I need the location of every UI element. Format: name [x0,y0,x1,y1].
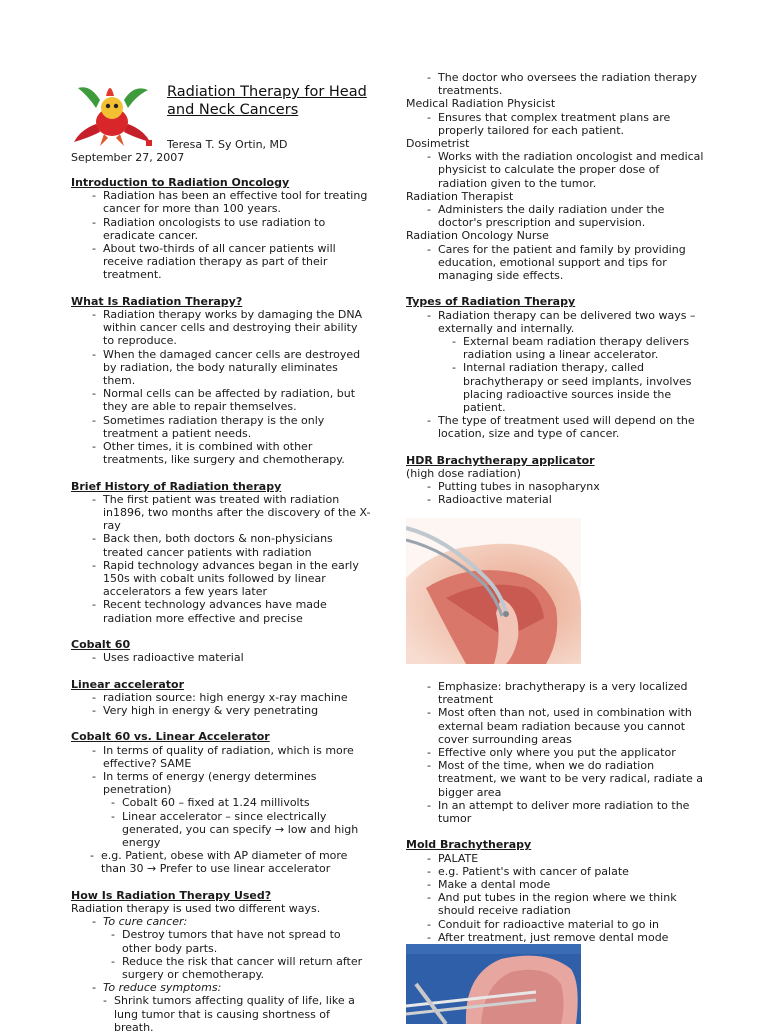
list-item: - Internal radiation therapy, called brachytherapy or seed implants, involves placing radioactive sources inside the patient. [463,361,706,414]
list-item: - Most of the time, when we do radiation treatment, we want to be very radical, radiate a bigger area [438,759,706,799]
list-item: - Radioactive material [438,493,706,506]
list-item: - Works with the radiation oncologist and medical physicist to calculate the proper dose of radiation given to the tumor. [438,150,706,190]
list-item: - Ensures that complex treatment plans are properly tailored for each patient. [438,111,706,137]
history-list [71,493,371,625]
list-item: - Reduce the risk that cancer will return after surgery or chemotherapy. [122,955,371,981]
list-item: - Destroy tumors that have not spread to other body parts. [122,928,371,954]
role-label: Radiation Therapist [406,189,514,203]
author-line: Teresa T. Sy Ortin, MD [167,138,288,151]
heading-introduction: Introduction to Radiation Oncology [71,176,290,189]
heading-types: Types of Radiation Therapy [406,295,576,309]
nasopharynx-applicator-image [406,518,581,664]
list-item: - Radiation oncologists to use radiation to eradicate cancer. [103,216,371,242]
linac-list [71,691,371,717]
role-label: Radiation Oncology Nurse [406,229,549,243]
oncologist-list [406,71,706,97]
list-item: - Sometimes radiation therapy is the only treatment a patient needs. [103,414,371,440]
list-item: - Radiation therapy works by damaging the DNA within cancer cells and destroying their ability to reproduce. [103,308,371,348]
emphasis-list [406,680,706,825]
list-item: - In terms of quality of radiation, which is more effective? SAME [103,744,371,770]
hdr-list [406,480,706,506]
list-item: - Linear accelerator – since electrically generated, you can specify → low and high energy [122,810,371,850]
list-item: - Recent technology advances have made radiation more effective and precise [103,598,371,624]
document-title: Radiation Therapy for Head and Neck Cancers [167,84,367,118]
list-item: - e.g. Patient, obese with AP diameter of more than 30 → Prefer to use linear accelerator [101,849,371,875]
nurse-list [406,243,706,283]
heading-what-is: What Is Radiation Therapy? [71,294,243,308]
types-list-tail [406,414,706,440]
intro-list [71,189,371,281]
how-cure [71,915,371,928]
how-intro: Radiation therapy is used two different ways. [71,901,321,915]
types-list [406,309,706,335]
types-sublist [406,335,706,414]
vs-sublist [71,796,371,849]
reduce-list [71,994,371,1034]
list-item: - External beam radiation therapy delivers radiation using a linear accelerator. [463,335,706,361]
role-label: Medical Radiation Physicist [406,97,556,111]
how-reduce [71,981,371,994]
vs-list [71,744,371,797]
mascot-logo-icon [70,78,160,148]
list-item: - Uses radioactive material [103,651,371,664]
list-item: - About two-thirds of all cancer patients will receive radiation therapy as part of their treatment. [103,242,371,282]
list-item: - The type of treatment used will depend on the location, size and type of cancer. [438,414,706,440]
dosimetrist-list [406,150,706,190]
list-item: - Emphasize: brachytherapy is a very localized treatment [438,680,706,706]
what-list [71,308,371,466]
list-item: - Cobalt 60 – fixed at 1.24 millivolts [122,796,371,809]
list-item: - In terms of energy (energy determines penetration) [103,770,371,796]
list-item: - PALATE [438,852,706,865]
cure-label: - To cure cancer: [103,915,371,928]
cobalt-list [71,651,371,664]
list-item: - Make a dental mode [438,878,706,891]
list-item: - Shrink tumors affecting quality of life, like a lung tumor that is causing shortness of breath. [114,994,371,1034]
list-item: - And put tubes in the region where we think should receive radiation [438,891,706,917]
list-item: - Putting tubes in nasopharynx [438,480,706,493]
cure-list [71,928,371,981]
list-item: - Administers the daily radiation under the doctor's prescription and supervision. [438,203,706,229]
role-label: Dosimetrist [406,137,470,151]
heading-hdr: HDR Brachytherapy applicator [406,453,595,467]
heading-history: Brief History of Radiation therapy [71,479,282,493]
document-date: September 27, 2007 [71,151,185,164]
palate-mold-image [406,944,581,1024]
list-item: - Back then, both doctors & non-physicians treated cancer patients with radiation [103,532,371,558]
vs-list-tail [71,849,371,875]
list-item: - Cares for the patient and family by providing education, emotional support and tips for managing side effects. [438,243,706,283]
list-item: - Radiation therapy can be delivered two ways – externally and internally. [438,309,706,335]
heading-cobalt: Cobalt 60 [71,638,131,652]
list-item: - e.g. Patient's with cancer of palate [438,865,706,878]
left-column [71,176,371,1034]
hdr-note: (high dose radiation) [406,467,521,481]
list-item: - Conduit for radioactive material to go in [438,918,706,931]
list-item: - Normal cells can be affected by radiation, but they are able to repair themselves. [103,387,371,413]
list-item: - Rapid technology advances began in the early 150s with cobalt units followed by linear accelerators a few years later [103,559,371,599]
list-item: - The first patient was treated with radiation in1896, two months after the discovery of the X-ray [103,493,371,533]
list-item: - radiation source: high energy x-ray machine [103,691,371,704]
list-item: - After treatment, just remove dental mode [438,931,706,944]
heading-linac: Linear accelerator [71,677,184,691]
therapist-list [406,203,706,229]
list-item: - Most often than not, used in combination with external beam radiation because you cannot cover surrounding areas [438,706,706,746]
right-column [406,71,706,507]
list-item: - Other times, it is combined with other treatments, like surgery and chemotherapy. [103,440,371,466]
list-item: - In an attempt to deliver more radiation to the tumor [438,799,706,825]
reduce-label: - To reduce symptoms: [103,981,371,994]
right-column-continued [406,680,706,944]
list-item: - Very high in energy & very penetrating [103,704,371,717]
heading-cobalt-vs-linac: Cobalt 60 vs. Linear Accelerator [71,730,270,744]
list-item: - Radiation has been an effective tool for treating cancer for more than 100 years. [103,189,371,215]
mold-list [406,852,706,944]
list-item: - The doctor who oversees the radiation therapy treatments. [438,71,706,97]
list-item: - Effective only where you put the applicator [438,746,706,759]
physicist-list [406,111,706,137]
heading-how-used: How Is Radiation Therapy Used? [71,888,272,902]
heading-mold: Mold Brachytherapy [406,838,532,852]
list-item: - When the damaged cancer cells are destroyed by radiation, the body naturally eliminates them. [103,348,371,388]
